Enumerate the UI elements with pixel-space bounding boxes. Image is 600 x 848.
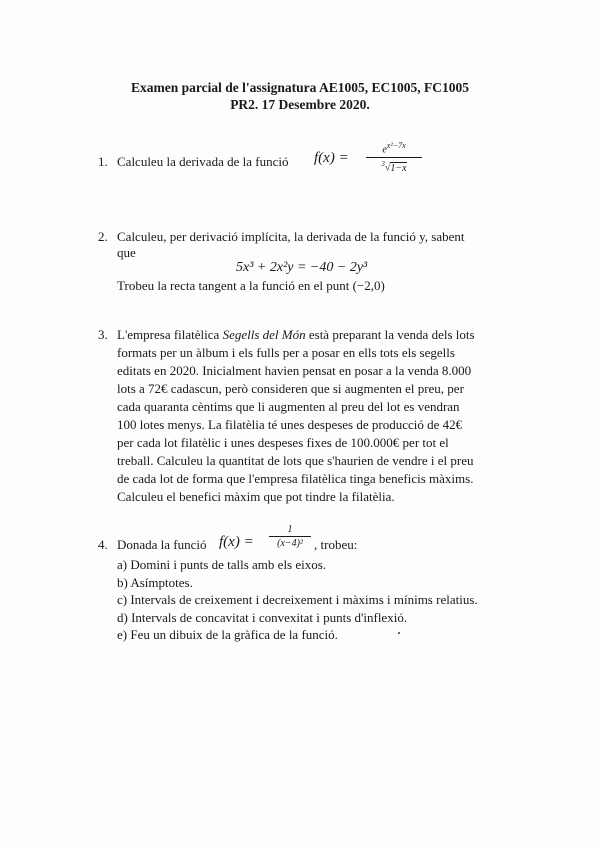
exam-title: Examen parcial de l'assignatura AE1005, EC1005, FC1005 [130, 80, 470, 95]
q1-den-radicand: 1−x [390, 162, 407, 174]
list-item: a) Domini i punts de talls amb els eixos. [117, 557, 327, 572]
question-3-number: 3. [98, 327, 108, 342]
company-name: Segells del Món [222, 327, 306, 342]
question-3-paragraph [117, 326, 517, 506]
q1-den-index: 3 [381, 160, 385, 169]
list-item: e) Feu un dibuix de la gràfica de la funció. [117, 627, 338, 642]
q3-line: formats per un àlbum i els fulls per a posar en ells tots els segells [117, 345, 455, 360]
question-2-number: 2. [98, 229, 108, 244]
question-2-equation: 5x³ + 2x²y = −40 − 2y³ [236, 260, 368, 275]
q1-num-exp: x²−7x [386, 141, 406, 150]
q3-line: treball. Calculeu la quantitat de lots que s'haurien de vendre i el preu [117, 453, 474, 468]
question-1-text: Calculeu la derivada de la funció [117, 154, 289, 169]
q4-frac-den: (x−4)² [277, 538, 303, 549]
q3-line: cada quaranta cèntims que li augmenten al preu del lot es vendran [117, 399, 460, 414]
question-4-intro: Donada la funció [117, 537, 207, 552]
question-2-line1: Calculeu, per derivació implícita, la derivada de la funció y, sabent [117, 229, 465, 244]
stray-dot [398, 632, 400, 634]
q3-line: L'empresa filatèlica Segells del Món està preparant la venda dels lots [117, 327, 475, 342]
question-4-fraction [269, 524, 311, 550]
question-4-number: 4. [98, 537, 108, 552]
q3-line: lots a 72€ cadascun, però consideren que si augmenten el preu, per [117, 381, 464, 396]
question-2-line3: Trobeu la recta tangent a la funció en el punt (−2,0) [117, 278, 385, 293]
q3-line: de cada lot de forma que l'empresa filatèlica tinga beneficis màxims. [117, 471, 474, 486]
q3-line: per cada lot filatèlic i unes despeses fixes de 100.000€ per tot el [117, 435, 449, 450]
question-4-tail: , trobeu: [314, 537, 358, 552]
question-4-lhs: f(x) = [219, 534, 254, 550]
exam-date: PR2. 17 Desembre 2020. [230, 97, 370, 112]
list-item: b) Asímptotes. [117, 574, 193, 590]
q3-line: editats en 2020. Inicialment havien pensat en posar a la venda 8.000 [117, 363, 472, 378]
list-item: c) Intervals de creixement i decreixement i màxims i mínims relatius. [117, 592, 478, 607]
list-item: d) Intervals de concavitat i convexitat i punts d'inflexió. [117, 609, 408, 625]
question-1-lhs: f(x) = [314, 150, 349, 166]
question-2-line2: que [117, 245, 136, 260]
q4-frac-num: 1 [269, 524, 311, 537]
question-4-items [117, 556, 537, 644]
q3-line: 100 lotes menys. La filatèlia té unes despeses de producció de 42€ [117, 417, 463, 432]
q1-num-base: e [382, 144, 387, 156]
question-1-fraction: $e^{x^2-7x}$ $^3$√1−x [366, 140, 422, 175]
q3-line: Calculeu el benefici màxim que pot tindre la filatèlia. [117, 489, 395, 504]
question-1-number: 1. [98, 154, 108, 169]
